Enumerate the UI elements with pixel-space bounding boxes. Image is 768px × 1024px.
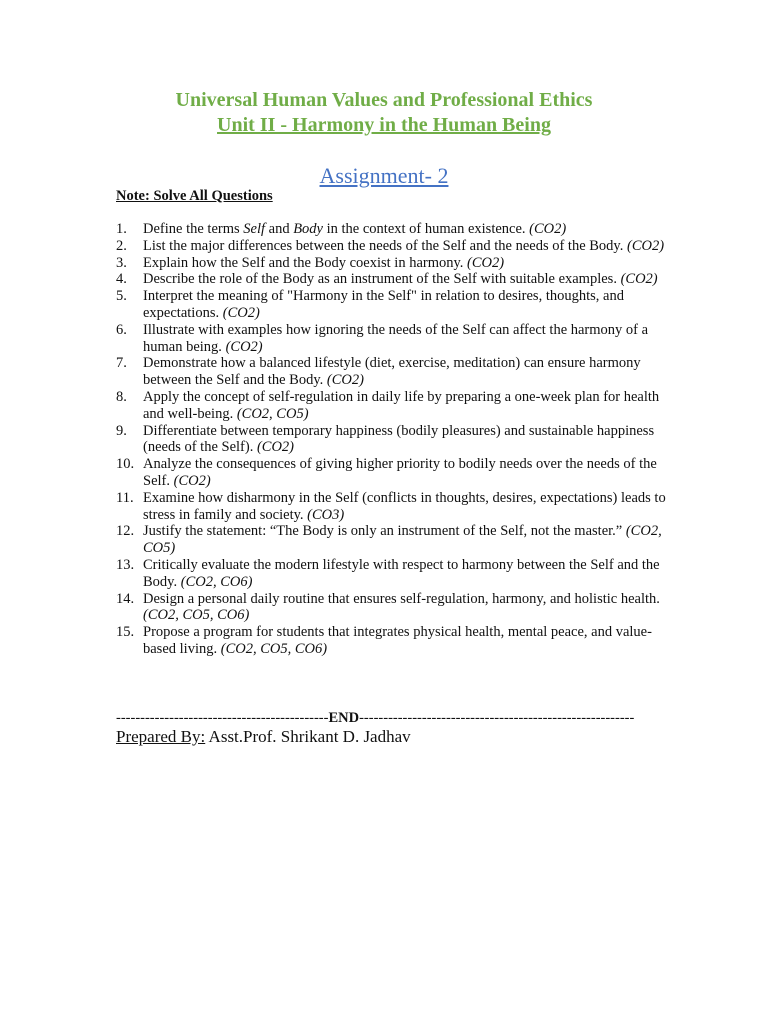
question-number: 9. (116, 422, 127, 439)
question-text-italic: (CO2) (529, 221, 567, 237)
question-text: Differentiate between temporary happiness (bodily pleasures) and sustainable happiness (needs of the Self). (143, 422, 655, 456)
prepared-by (116, 726, 411, 748)
question-text: List the major differences between the needs of the Self and the needs of the Body. (143, 237, 627, 254)
question-text-italic: (CO3) (307, 506, 345, 523)
question-item (116, 456, 676, 490)
question-item (116, 490, 676, 524)
question-item (116, 238, 676, 255)
question-text: Propose a program for students that integrates physical health, mental peace, and value-based living. (143, 624, 652, 657)
question-text: Interpret the meaning of "Harmony in the Self" in relation to desires, thoughts, and expectations. (143, 288, 624, 321)
end-divider (116, 709, 676, 727)
question-number: 3. (116, 254, 127, 271)
question-text: Describe the role of the Body as an instrument of the Self with suitable examples. (143, 271, 621, 288)
question-item (116, 523, 676, 557)
assignment-heading: Assignment- 2 (319, 163, 449, 188)
question-text-italic: (CO2) (626, 237, 665, 254)
question-text: Design a personal daily routine that ensures self-regulation, harmony, and holistic health. (143, 590, 660, 607)
question-text-italic: (CO2, CO6) (180, 573, 253, 590)
unit-title: Unit II - Harmony in the Human Being (217, 114, 551, 136)
question-list (116, 221, 676, 658)
question-text-italic: (CO2, CO5, CO6) (220, 640, 328, 657)
question-text: Demonstrate how a balanced lifestyle (diet, exercise, meditation) can ensure harmony between the Self and the Body. (143, 355, 641, 389)
question-item (116, 557, 676, 591)
question-text-italic: Self (243, 221, 266, 237)
question-item (116, 221, 676, 238)
question-number: 8. (116, 388, 127, 405)
question-number: 2. (116, 237, 127, 254)
question-item (116, 389, 676, 423)
question-number: 1. (116, 221, 127, 237)
question-item (116, 591, 676, 625)
question-number: 4. (116, 271, 127, 288)
question-text: Explain how the Self and the Body coexist in harmony. (143, 254, 468, 271)
prepared-by-label: Prepared By: (116, 727, 206, 746)
question-text: Define the terms (143, 221, 244, 237)
question-text: Illustrate with examples how ignoring the needs of the Self can affect the harmony of a human being. (143, 321, 649, 355)
question-item (116, 423, 676, 457)
question-item (116, 288, 676, 322)
question-number: 12. (116, 523, 135, 540)
question-text-italic: (CO2) (256, 439, 295, 456)
note-instruction: Note: Solve All Questions (116, 188, 273, 204)
question-number: 14. (116, 590, 135, 607)
question-number: 6. (116, 321, 127, 338)
question-text-italic: Body (293, 221, 323, 237)
prepared-by-name: Asst.Prof. Shrikant D. Jadhav (205, 727, 411, 746)
question-text-italic: (CO2) (222, 304, 260, 321)
question-text: Analyze the consequences of giving higher priority to bodily needs over the needs of the Self. (143, 456, 657, 489)
question-text: Examine how disharmony in the Self (conflicts in thoughts, desires, expectations) leads to stress in family and society. (143, 489, 666, 523)
question-item (116, 271, 676, 288)
question-item (116, 322, 676, 356)
question-text-italic: (CO2, CO5) (236, 405, 309, 422)
question-item (116, 355, 676, 389)
question-text-italic: (CO2) (326, 372, 364, 389)
question-text-italic: (CO2) (620, 271, 658, 288)
question-number: 5. (116, 288, 127, 305)
question-text-italic: (CO2) (225, 338, 263, 355)
end-word: END (328, 710, 360, 726)
question-text-italic: (CO2, CO5, CO6) (143, 607, 250, 624)
question-number: 15. (116, 624, 135, 641)
question-number: 13. (116, 556, 135, 573)
question-text-italic: (CO2) (467, 254, 505, 271)
question-item (116, 624, 676, 658)
end-dashes-left: -------------------------------------------- (116, 710, 329, 726)
question-number: 7. (116, 355, 127, 372)
title-block (0, 88, 768, 138)
end-dashes-right: --------------------------------------------------------- (359, 710, 635, 726)
question-text: and (265, 221, 294, 237)
question-text-italic: (CO2) (173, 472, 211, 489)
course-title: Universal Human Values and Professional Ethics (175, 89, 593, 111)
question-text: Critically evaluate the modern lifestyle with respect to harmony between the Self and the Body. (143, 556, 660, 590)
question-text: Justify the statement: “The Body is only an instrument of the Self, not the master.” (143, 523, 626, 540)
question-number: 11. (116, 489, 134, 506)
question-number: 10. (116, 456, 135, 473)
question-text-italic: (CO2, CO5) (143, 523, 662, 557)
question-item (116, 255, 676, 272)
question-text: Apply the concept of self-regulation in daily life by preparing a one-week plan for health and well-being. (143, 388, 660, 422)
question-text: in the context of human existence. (323, 221, 530, 237)
